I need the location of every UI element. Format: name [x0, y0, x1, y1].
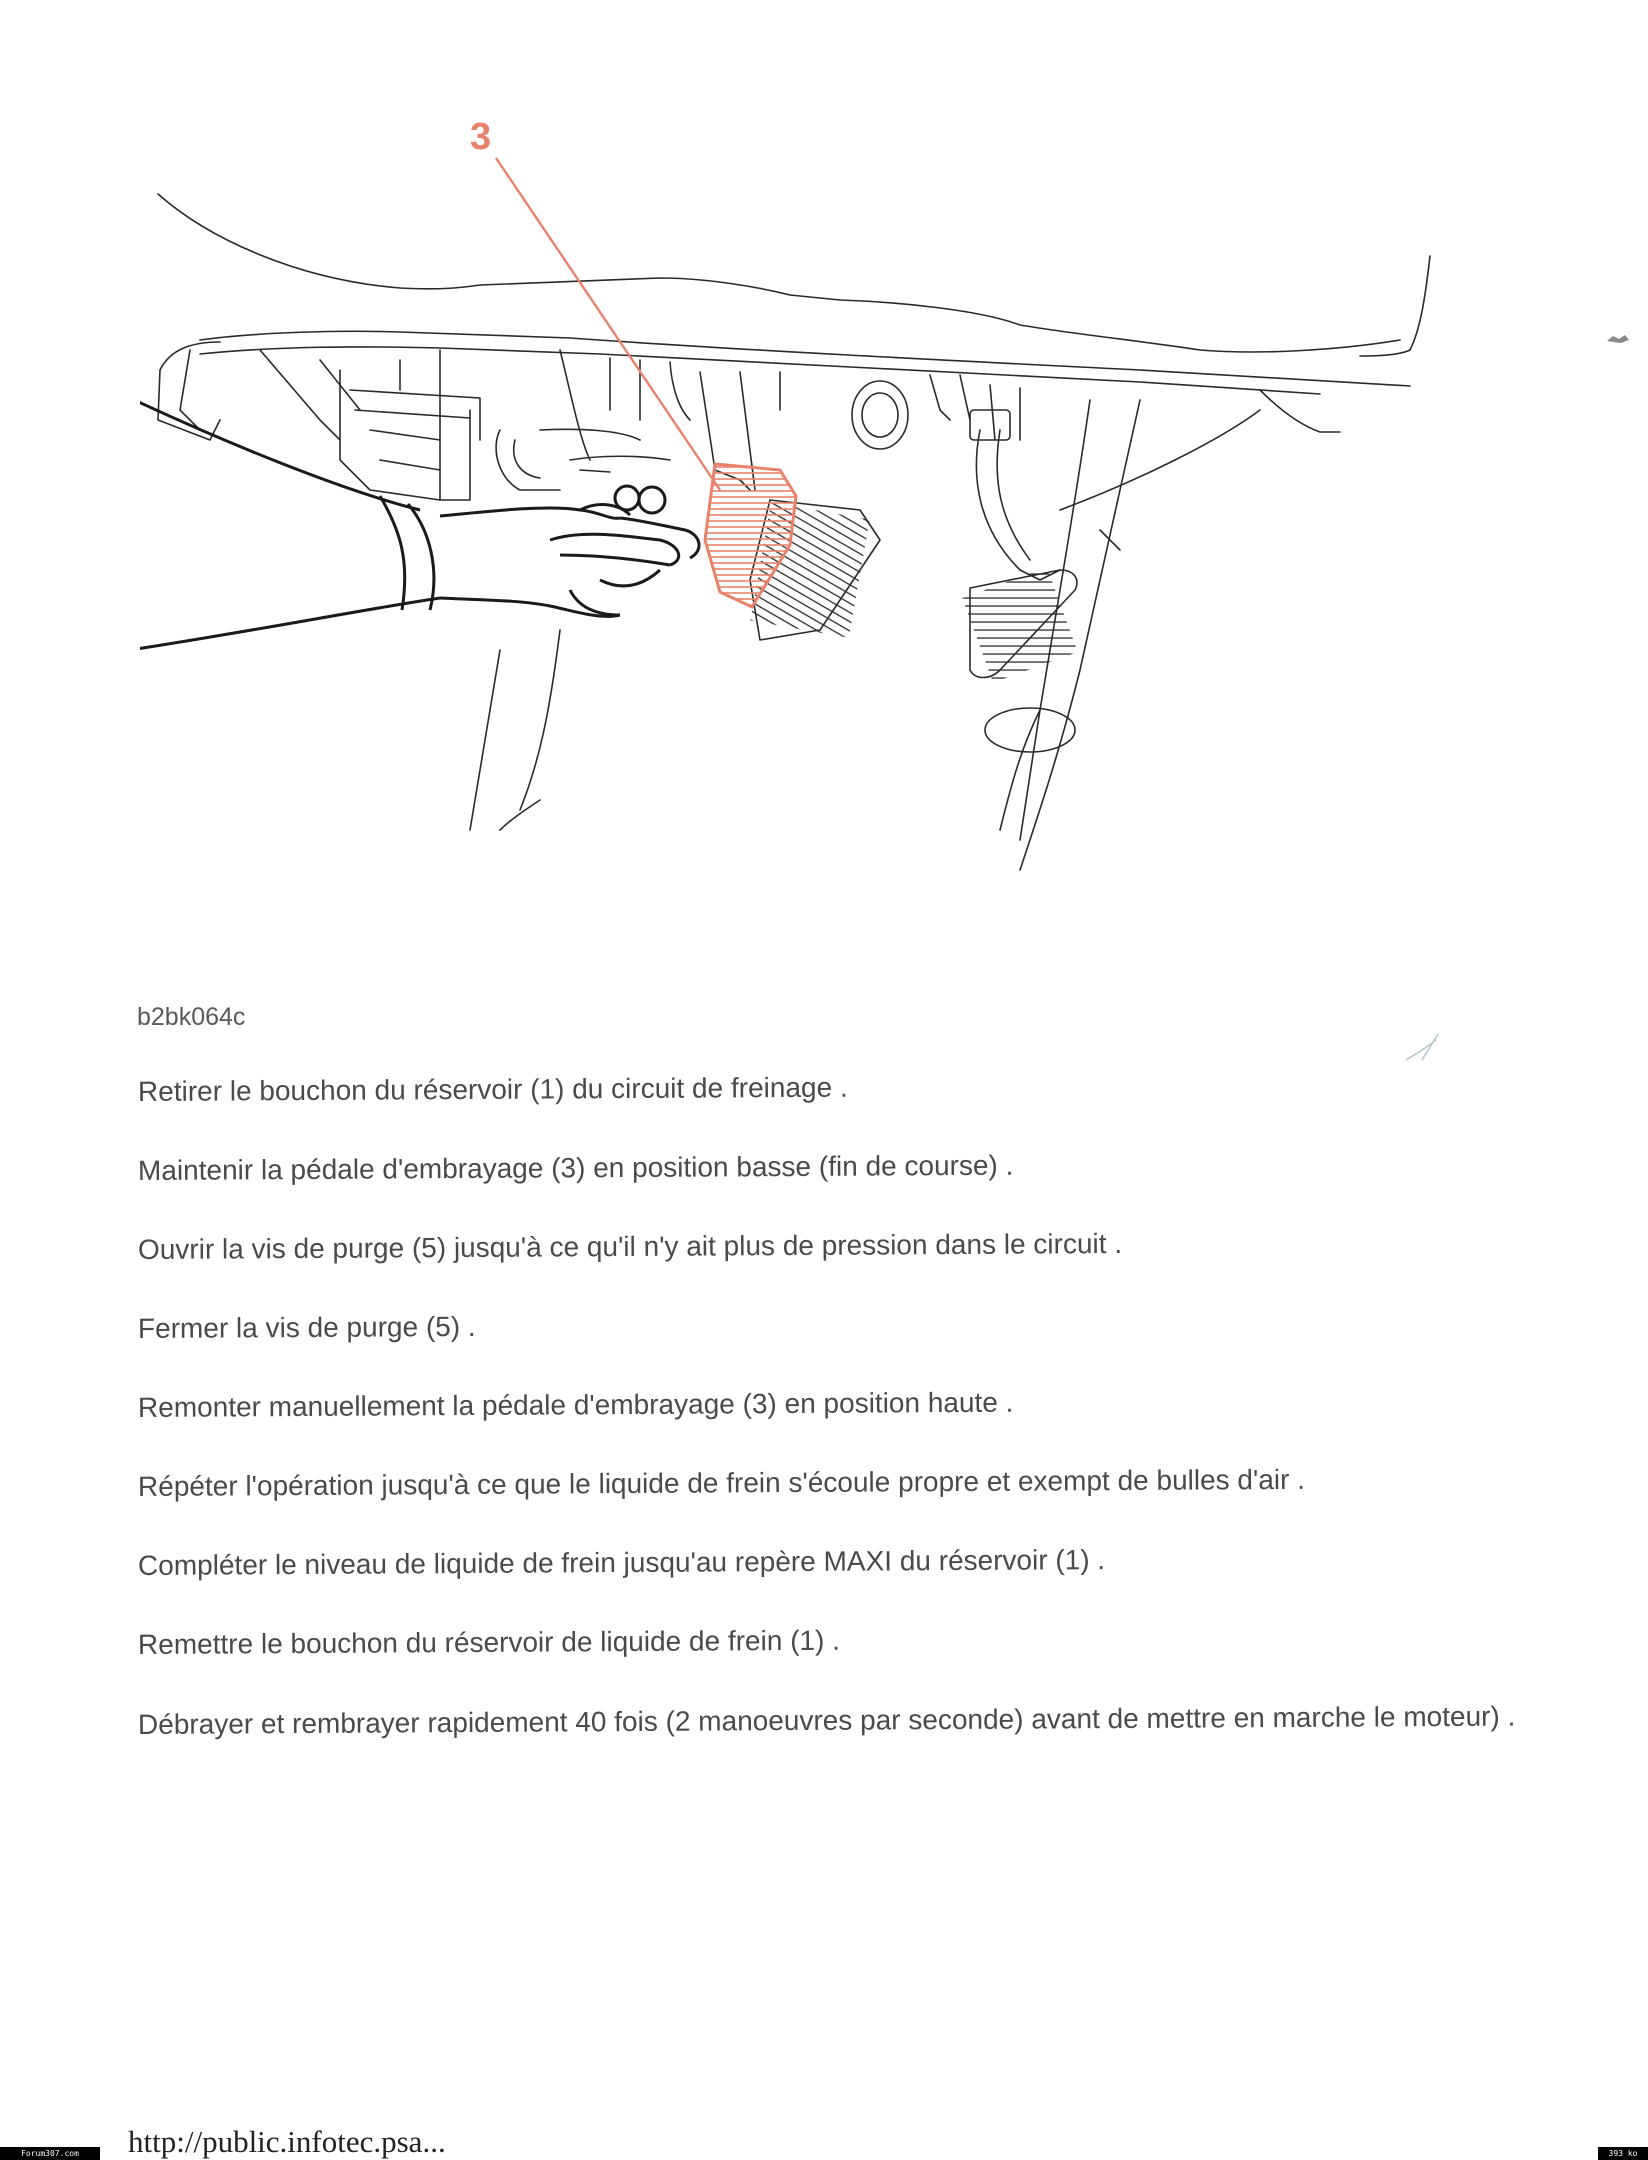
figure-reference: b2bk064c: [137, 1003, 246, 1031]
scan-speck: [1605, 333, 1631, 345]
procedure-step: Remonter manuellement la pédale d'embrayage (3) en position haute .: [137, 1386, 1014, 1423]
procedure-steps: [138, 1070, 1518, 1782]
procedure-step: Remettre le bouchon du réservoir de liquide de frein (1) .: [137, 1624, 841, 1660]
callout-number: 3: [470, 116, 492, 158]
procedure-step: Compléter le niveau de liquide de frein jusqu'au repère MAXI du réservoir (1) .: [137, 1544, 1106, 1581]
procedure-step: Débrayer et rembrayer rapidement 40 fois (2 manoeuvres par seconde) avant de mettre en marche le moteur) .: [137, 1700, 1516, 1740]
file-size-badge: 393 ko: [1598, 2147, 1648, 2160]
procedure-step: Maintenir la pédale d'embrayage (3) en position basse (fin de course) .: [137, 1149, 1014, 1186]
procedure-step: Répéter l'opération jusqu'à ce que le liquide de frein s'écoule propre et exempt de bulles d'air .: [137, 1463, 1306, 1502]
procedure-step: Fermer la vis de purge (5) .: [137, 1310, 476, 1344]
footer-url[interactable]: http://public.infotec.psa...: [128, 2124, 446, 2159]
pedal-illustration: [140, 110, 1450, 940]
procedure-step: Ouvrir la vis de purge (5) jusqu'à ce qu'il n'y ait plus de pression dans le circuit .: [137, 1227, 1123, 1265]
watermark-badge-left: Forum307.com: [0, 2147, 100, 2160]
procedure-step: Retirer le bouchon du réservoir (1) du circuit de freinage .: [137, 1071, 848, 1107]
